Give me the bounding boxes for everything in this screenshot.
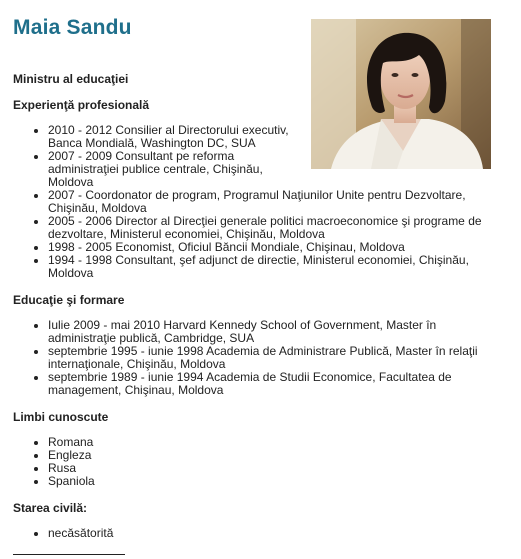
separator-line [13, 554, 125, 555]
experience-item: • 1994 - 1998 Consultant, şef adjunct de directie, Ministerul economiei, Chişinău, Moldova [48, 254, 495, 280]
experience-item: • 1998 - 2005 Economist, Oficiul Băncii Mondiale, Chişinau, Moldova [48, 241, 495, 254]
marital-status-item: • necăsătorită [48, 527, 495, 540]
marital-status-list [13, 527, 495, 540]
experience-item: • 2010 - 2012 Consilier al Directorului executiv, Banca Mondială, Washington DC, SUA [48, 124, 298, 150]
language-item: • Rusa [48, 462, 495, 475]
experience-list [13, 124, 495, 280]
experience-heading: Experienţă profesională [13, 98, 150, 112]
education-item: • Iulie 2009 - mai 2010 Harvard Kennedy School of Government, Master în administraţie publică, Cambridge, SUA [48, 319, 495, 345]
language-item: • Spaniola [48, 475, 495, 488]
language-item: • Romana [48, 436, 495, 449]
profile-content [13, 72, 495, 555]
language-item: • Engleza [48, 449, 495, 462]
experience-item: • 2007 - Coordonator de program, Programul Naţiunilor Unite pentru Dezvoltare, Chişinău, Moldova [48, 189, 495, 215]
marital-status-heading: Starea civilă: [13, 501, 88, 515]
education-item: • septembrie 1995 - iunie 1998 Academia de Administrare Publică, Master în relaţii internaţionale, Chişinău, Moldova [48, 345, 495, 371]
education-list [13, 319, 495, 397]
languages-heading: Limbi cunoscute [13, 410, 109, 424]
education-item: • septembrie 1989 - iunie 1994 Academia de Studii Economice, Facultatea de management, Chişinau, Moldova [48, 371, 495, 397]
page-title: Maia Sandu [13, 16, 132, 39]
languages-list [13, 436, 495, 488]
education-heading: Educaţie şi formare [13, 293, 125, 307]
experience-item: • 2005 - 2006 Director al Direcţiei generale politici macroeconomice şi programe de dezvoltare, Ministerul economiei, Chişinău, Moldova [48, 215, 495, 241]
position-title: Ministru al educaţiei [13, 72, 129, 86]
experience-item: • 2007 - 2009 Consultant pe reforma administraţiei publice centrale, Chişinău, Moldova [48, 150, 288, 189]
